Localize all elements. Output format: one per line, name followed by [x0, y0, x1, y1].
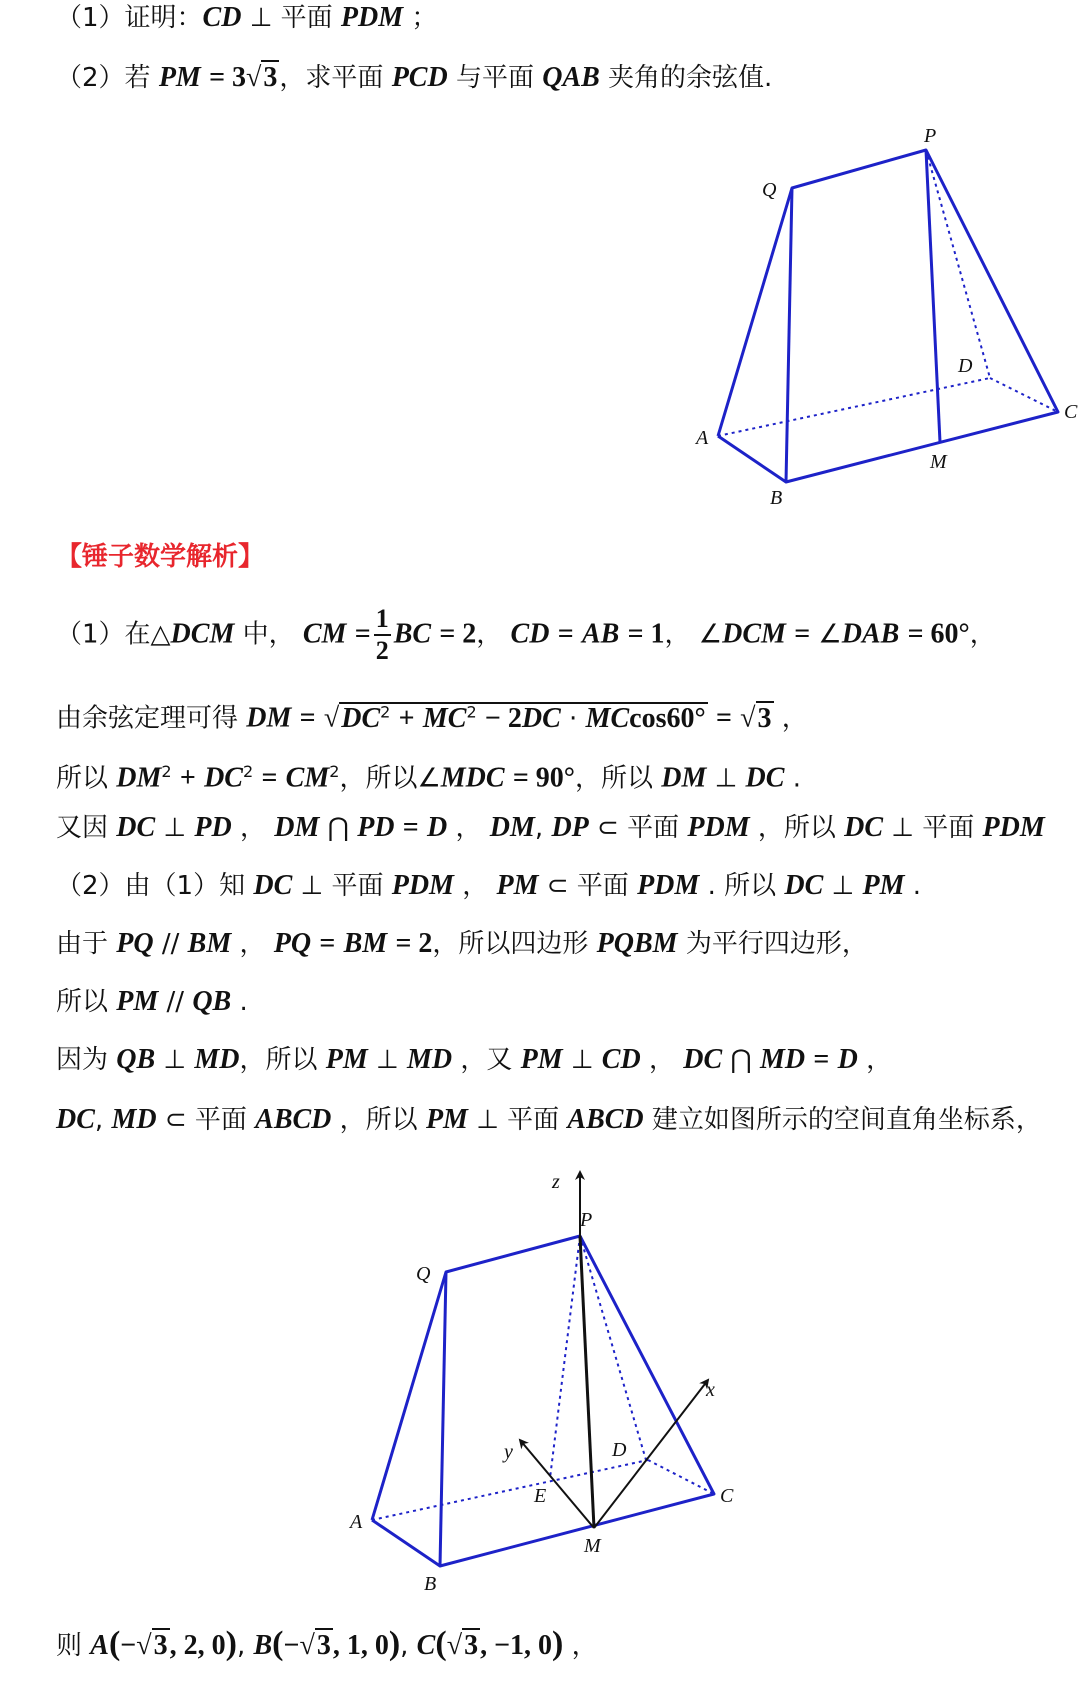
solution-line-10: 则 A(−√3, 2, 0), B(−√3, 1, 0), C(√3, −1, 0) ，: [56, 1625, 598, 1662]
figure-1-label-q: Q: [762, 179, 777, 201]
solution-line-6: 由于 PQ // BM ， PQ = BM = 2，所以四边形 PQBM 为平行四边形，: [56, 928, 868, 959]
figure-2-label-x: x: [706, 1379, 715, 1401]
figure-1-label-b: B: [770, 487, 783, 509]
analysis-heading: 【锤子数学解析】: [56, 542, 265, 572]
figure-2-visible-edges: [372, 1236, 714, 1566]
figure-1-label-m: M: [930, 451, 947, 473]
solution-line-8: 因为 QB ⊥ MD，所以 PM ⊥ MD ，又 PM ⊥ CD ， DC ⋂ MD = D ，: [56, 1044, 893, 1075]
figure-2-label-a: A: [350, 1511, 363, 1533]
solution-line-3: 所以 $DM^2 + DC^2 = CM^2$，所以∠MDC = 90°，所以 DM ⊥ DC .: [56, 762, 801, 794]
figure-2-label-p: P: [580, 1209, 593, 1231]
figure-2-coordinate-diagram: [340, 1160, 760, 1600]
figure-1-pyramid-diagram: [680, 120, 1080, 520]
figure-1-label-p: P: [924, 125, 937, 147]
figure-2-label-y: y: [504, 1441, 513, 1463]
figure-2-label-d: D: [612, 1439, 627, 1461]
y-axis: [520, 1440, 594, 1528]
question-2: （2）若 PM = 3√3，求平面 PCD 与平面 QAB 夹角的余弦值.: [56, 62, 773, 93]
figure-2-label-e: E: [534, 1485, 547, 1507]
solution-line-9: DC, MD ⊂ 平面 ABCD ，所以 PM ⊥ 平面 ABCD 建立如图所示的空间直角坐标系，: [56, 1104, 1042, 1135]
figure-1-label-a: A: [696, 427, 709, 449]
solution-line-1: （1）在△DCM 中， CM = $\frac{1}{2}$ BC = 2， CD = AB = 1， ∠DCM = ∠DAB = 60°，: [56, 604, 996, 665]
figure-1-label-c: C: [1064, 401, 1078, 423]
figure-2-pm-edge: [580, 1236, 594, 1528]
figure-2-axes: [520, 1172, 708, 1528]
figure-2-label-b: B: [424, 1573, 437, 1595]
solution-line-2: 由余弦定理可得 DM = $√DC^2 + MC^2 - 2DC \cdot MCcos60^\circ = √3$ ，: [56, 702, 808, 734]
figure-1-label-d: D: [958, 355, 973, 377]
figure-2-label-m: M: [584, 1535, 601, 1557]
solution-line-7: 所以 PM // QB .: [56, 986, 248, 1017]
figure-2-label-c: C: [720, 1485, 734, 1507]
solution-line-5: （2）由（1）知 DC ⊥ 平面 PDM ， PM ⊂ 平面 PDM . 所以 DC ⊥ PM .: [56, 870, 921, 901]
question-1: （1）证明：CD ⊥ 平面 PDM ；: [56, 2, 438, 33]
figure-2-label-z: z: [552, 1171, 560, 1193]
figure-2-label-q: Q: [416, 1263, 431, 1285]
fraction-one-half: $\frac{1}{2}$: [375, 604, 389, 665]
solution-line-4: 又因 DC ⊥ PD ， DM ⋂ PD = D ， DM, DP ⊂ 平面 PDM ，所以 DC ⊥ 平面 PDM: [56, 812, 1045, 843]
